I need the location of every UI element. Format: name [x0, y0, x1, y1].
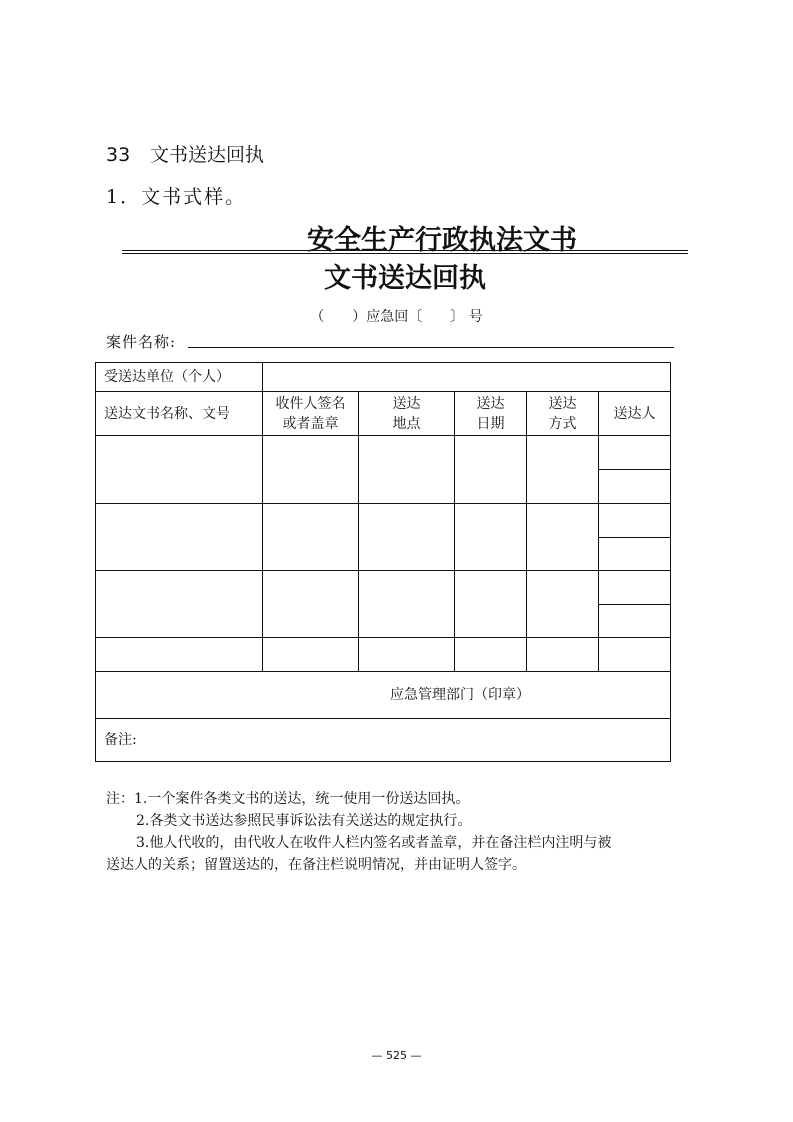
- method-cell[interactable]: [527, 504, 599, 571]
- case-name-label: 案件名称:: [106, 333, 177, 351]
- note-line: 2.各类文书送达参照民事诉讼法有关送达的规定执行。: [136, 813, 472, 829]
- remarks-row: [96, 719, 671, 762]
- date-cell[interactable]: [455, 638, 527, 672]
- section-number: 33: [106, 144, 131, 166]
- server-cell[interactable]: [599, 504, 671, 538]
- table-row: [96, 571, 671, 605]
- signature-cell[interactable]: [263, 638, 359, 672]
- doc-name-cell[interactable]: [96, 571, 263, 638]
- header-row: [96, 392, 671, 436]
- document-title-line2: 文书送达回执: [324, 263, 486, 294]
- server-cell[interactable]: [599, 538, 671, 571]
- recipient-unit-field[interactable]: [263, 363, 671, 392]
- signature-cell[interactable]: [263, 436, 359, 504]
- note-line: 注：1.一个案件各类文书的送达，统一使用一份送达回执。: [106, 791, 470, 807]
- delivery-receipt-table: [95, 362, 671, 762]
- method-cell[interactable]: [527, 638, 599, 672]
- place-cell[interactable]: [359, 436, 455, 504]
- remarks-label: 备注:: [104, 732, 137, 748]
- header-method: 送达 方式: [527, 392, 599, 436]
- signature-cell[interactable]: [263, 504, 359, 571]
- note-line: 送达人的关系；留置送达的，在备注栏说明情况，并由证明人签字。: [106, 857, 526, 873]
- document-title-line1: 安全生产行政执法文书: [307, 225, 577, 256]
- server-cell[interactable]: [599, 470, 671, 504]
- recipient-unit-label: 受送达单位（个人）: [96, 363, 263, 392]
- recipient-unit-row: [96, 363, 671, 392]
- signature-cell[interactable]: [263, 571, 359, 638]
- notes: [106, 788, 706, 876]
- table-row: [96, 638, 671, 672]
- table-row: [96, 504, 671, 538]
- server-cell[interactable]: [599, 638, 671, 672]
- header-place: 送达 地点: [359, 392, 455, 436]
- notes-prefix: 注：: [106, 791, 134, 807]
- section-title: 文书送达回执: [150, 144, 265, 166]
- doc-name-cell[interactable]: [96, 436, 263, 504]
- method-cell[interactable]: [527, 571, 599, 638]
- header-server: 送达人: [599, 392, 671, 436]
- title-double-rule: [122, 250, 688, 254]
- place-cell[interactable]: [359, 571, 455, 638]
- seal-label: 应急管理部门（印章）: [390, 687, 530, 703]
- page-number: — 525 —: [371, 1049, 422, 1062]
- document-number: （ ）应急回〔 〕 号: [310, 309, 483, 325]
- seal-cell[interactable]: [96, 672, 671, 719]
- date-cell[interactable]: [455, 436, 527, 504]
- note-line: 3.他人代收的，由代收人在收件人栏内签名或者盖章，并在备注栏内注明与被: [136, 835, 612, 851]
- doc-name-cell[interactable]: [96, 504, 263, 571]
- server-cell[interactable]: [599, 605, 671, 638]
- header-signature: 收件人签名 或者盖章: [263, 392, 359, 436]
- place-cell[interactable]: [359, 638, 455, 672]
- method-cell[interactable]: [527, 436, 599, 504]
- section-heading: [106, 140, 264, 167]
- server-cell[interactable]: [599, 436, 671, 470]
- sub-heading: 1．文书式样。: [106, 186, 247, 208]
- date-cell[interactable]: [455, 504, 527, 571]
- remarks-cell[interactable]: [96, 719, 671, 762]
- header-date: 送达 日期: [455, 392, 527, 436]
- seal-row: [96, 672, 671, 719]
- header-doc-name: 送达文书名称、文号: [96, 392, 263, 436]
- table-row: [96, 436, 671, 470]
- date-cell[interactable]: [455, 571, 527, 638]
- server-cell[interactable]: [599, 571, 671, 605]
- place-cell[interactable]: [359, 504, 455, 571]
- case-name-line[interactable]: [188, 347, 674, 348]
- doc-name-cell[interactable]: [96, 638, 263, 672]
